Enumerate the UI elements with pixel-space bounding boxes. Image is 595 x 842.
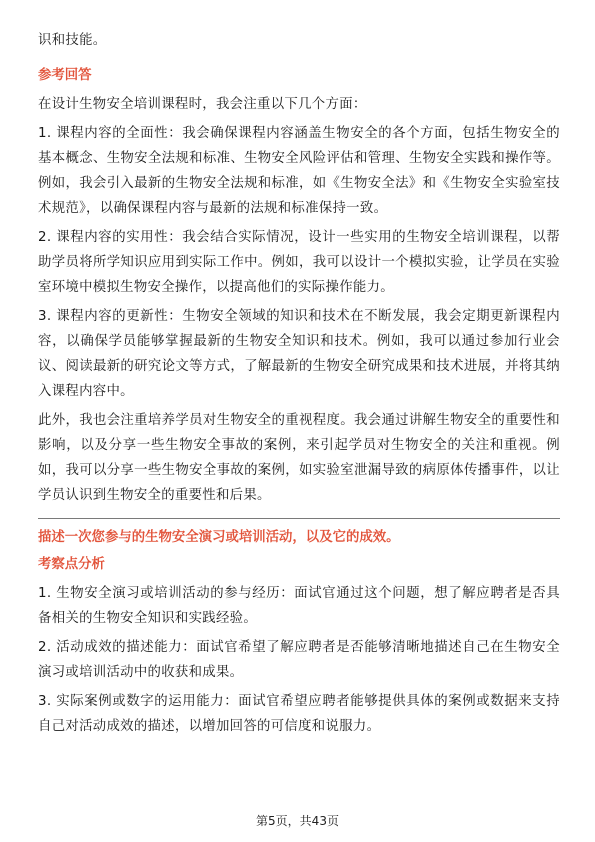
reference-paragraph: 2. 课程内容的实用性：我会结合实际情况，设计一些实用的生物安全培训课程，以帮助学员将所学知识应用到实际工作中。例如，我可以设计一个模拟实验，让学员在实验室环境中模拟生物安全操作，以提高他们的实际操作能力。 (38, 230, 560, 295)
intro-tail-text: 识和技能。 (38, 33, 107, 48)
analysis-paragraph: 2. 活动成效的描述能力：面试官希望了解应聘者是否能够清晰地描述自己在生物安全演习或培训活动中的收获和成果。 (38, 640, 560, 680)
analysis-body (38, 581, 560, 739)
analysis-paragraph: 3. 实际案例或数字的运用能力：面试官希望应聘者能够提供具体的案例或数据来支持自己对活动成效的描述，以增加回答的可信度和说服力。 (38, 694, 560, 734)
reference-paragraph: 1. 课程内容的全面性：我会确保课程内容涵盖生物安全的各个方面，包括生物安全的基本概念、生物安全法规和标准、生物安全风险评估和管理、生物安全实践和操作等。例如，我会引入最新的生物安全法规和标准，如《生物安全法》和《生物安全实验室技术规范》，以确保课程内容与最新的法规和标准保持一致。 (38, 126, 560, 216)
analysis-heading: 考察点分析 (38, 557, 105, 572)
section-divider (38, 518, 560, 519)
reference-answer-body (38, 92, 560, 508)
document-page (38, 28, 560, 739)
reference-paragraph: 此外，我也会注重培养学员对生物安全的重视程度。我会通过讲解生物安全的重要性和影响，以及分享一些生物安全事故的案例，来引起学员对生物安全的关注和重视。例如，我可以分享一些生物安全事故的案例，如实验室泄漏导致的病原体传播事件，以让学员认识到生物安全的重要性和后果。 (38, 413, 560, 503)
interview-question: 描述一次您参与的生物安全演习或培训活动，以及它的成效。 (38, 530, 400, 545)
reference-paragraph: 3. 课程内容的更新性：生物安全领域的知识和技术在不断发展，我会定期更新课程内容，以确保学员能够掌握最新的生物安全知识和技术。例如，我可以通过参加行业会议、阅读最新的研究论文等方式，了解最新的生物安全研究成果和技术进展，并将其纳入课程内容中。 (38, 309, 560, 399)
reference-paragraph: 在设计生物安全培训课程时，我会注重以下几个方面： (38, 97, 367, 112)
page-number-footer: 第5页，共43页 (256, 814, 339, 828)
reference-answer-heading: 参考回答 (38, 68, 92, 83)
analysis-paragraph: 1. 生物安全演习或培训活动的参与经历：面试官通过这个问题，想了解应聘者是否具备相关的生物安全知识和实践经验。 (38, 586, 560, 626)
